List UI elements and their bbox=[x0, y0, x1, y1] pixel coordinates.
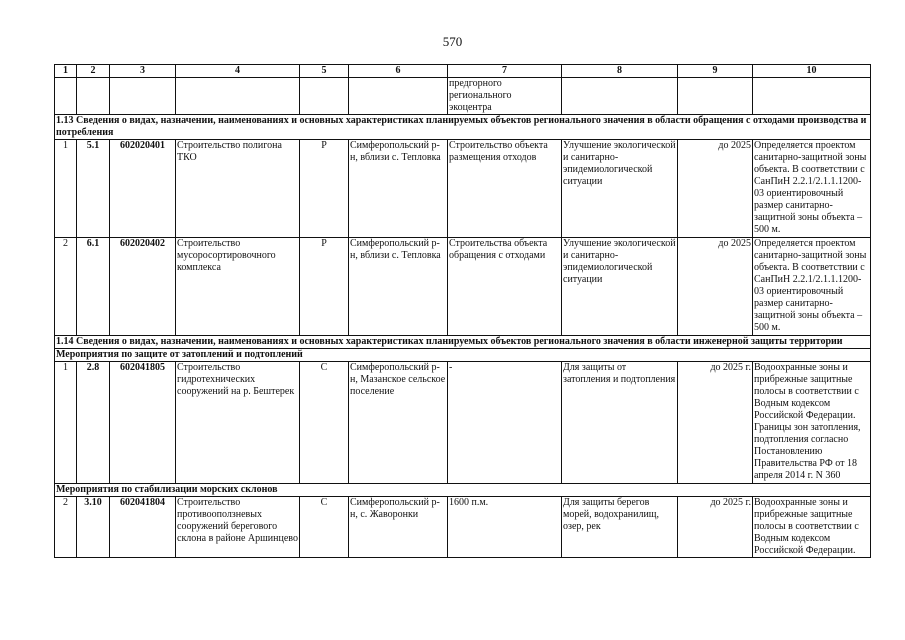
row-term: до 2025 bbox=[678, 238, 753, 336]
row-purpose: Улучшение экологической и санитарно-эпидемиологической ситуации bbox=[562, 238, 678, 336]
row-code: 5.1 bbox=[77, 140, 110, 238]
row-name: Строительство мусоросортировочного комплекса bbox=[176, 238, 300, 336]
header-cell: 6 bbox=[349, 65, 448, 78]
row-location: Симферопольский р-н, вблизи с. Тепловка bbox=[349, 238, 448, 336]
subsection-title-row bbox=[55, 349, 871, 362]
row-characteristic: - bbox=[448, 362, 562, 484]
planned-objects-table bbox=[54, 64, 871, 558]
header-cell: 5 bbox=[300, 65, 349, 78]
row-code: 3.10 bbox=[77, 497, 110, 558]
row-id: 602041805 bbox=[110, 362, 176, 484]
table-row bbox=[55, 238, 871, 336]
section-title-row bbox=[55, 115, 871, 140]
row-characteristic: Строительства объекта обращения с отходами bbox=[448, 238, 562, 336]
subsection-title: Мероприятия по защите от затоплений и подтоплений bbox=[55, 349, 871, 362]
table-row bbox=[55, 362, 871, 484]
row-term: до 2025 г. bbox=[678, 497, 753, 558]
header-cell: 9 bbox=[678, 65, 753, 78]
row-zones: Водоохранные зоны и прибрежные защитные полосы в соответствии с Водным кодексом Российской Федерации. Границы зон затопления, подтопления согласно Постановлению Правительства РФ от 18 апреля 2014 г. N 360 bbox=[753, 362, 871, 484]
subsection-title-row bbox=[55, 484, 871, 497]
row-characteristic: Строительство объекта размещения отходов bbox=[448, 140, 562, 238]
section-title: 1.14 Сведения о видах, назначении, наименованиях и основных характеристиках планируемых объектов регионального значения в области инженерной защиты территории bbox=[55, 336, 871, 349]
header-cell: 3 bbox=[110, 65, 176, 78]
header-cell: 1 bbox=[55, 65, 77, 78]
row-number: 2 bbox=[55, 238, 77, 336]
page-number: 570 bbox=[442, 34, 463, 49]
row-status: С bbox=[300, 362, 349, 484]
row-term: до 2025 г. bbox=[678, 362, 753, 484]
row-term: до 2025 bbox=[678, 140, 753, 238]
row-number: 1 bbox=[55, 140, 77, 238]
row-location: Симферопольский р-н, с. Жаворонки bbox=[349, 497, 448, 558]
header-cell: 10 bbox=[753, 65, 871, 78]
row-code: 6.1 bbox=[77, 238, 110, 336]
subsection-title: Мероприятия по стабилизации морских склонов bbox=[55, 484, 871, 497]
row-name: Строительство противооползневых сооружений берегового склона в районе Аршинцево bbox=[176, 497, 300, 558]
row-id: 602020401 bbox=[110, 140, 176, 238]
row-number: 1 bbox=[55, 362, 77, 484]
table-row bbox=[55, 140, 871, 238]
row-status: Р bbox=[300, 238, 349, 336]
header-cell: 8 bbox=[562, 65, 678, 78]
row-status: Р bbox=[300, 140, 349, 238]
row-code: 2.8 bbox=[77, 362, 110, 484]
row-zones: Определяется проектом санитарно-защитной зоны объекта. В соответствии с СанПиН 2.2.1/2.1.1.1200-03 ориентировочный размер санитарно-защитной зоны объекта – 500 м. bbox=[753, 238, 871, 336]
row-id: 602020402 bbox=[110, 238, 176, 336]
header-cell: 7 bbox=[448, 65, 562, 78]
continuation-characteristic: предгорного регионального экоцентра bbox=[448, 78, 562, 115]
row-location: Симферопольский р-н, Мазанское сельское поселение bbox=[349, 362, 448, 484]
row-zones: Водоохранные зоны и прибрежные защитные полосы в соответствии с Водным кодексом Российской Федерации. bbox=[753, 497, 871, 558]
row-purpose: Для защиты от затопления и подтопления bbox=[562, 362, 678, 484]
header-cell: 4 bbox=[176, 65, 300, 78]
continuation-row bbox=[55, 78, 871, 115]
header-cell: 2 bbox=[77, 65, 110, 78]
row-zones: Определяется проектом санитарно-защитной зоны объекта. В соответствии с СанПиН 2.2.1/2.1.1.1200-03 ориентировочный размер санитарно-защитной зоны объекта – 500 м. bbox=[753, 140, 871, 238]
section-title-row bbox=[55, 336, 871, 349]
row-name: Строительство гидротехнических сооружений на р. Бештерек bbox=[176, 362, 300, 484]
row-status: С bbox=[300, 497, 349, 558]
row-purpose: Для защиты берегов морей, водохранилищ, озер, рек bbox=[562, 497, 678, 558]
row-purpose: Улучшение экологической и санитарно-эпидемиологической ситуации bbox=[562, 140, 678, 238]
table-row bbox=[55, 497, 871, 558]
row-number: 2 bbox=[55, 497, 77, 558]
row-location: Симферопольский р-н, вблизи с. Тепловка bbox=[349, 140, 448, 238]
section-title: 1.13 Сведения о видах, назначении, наименованиях и основных характеристиках планируемых объектов регионального значения в области обращения с отходами производства и потребления bbox=[55, 115, 871, 140]
table-header-row bbox=[55, 65, 871, 78]
row-characteristic: 1600 п.м. bbox=[448, 497, 562, 558]
row-name: Строительство полигона ТКО bbox=[176, 140, 300, 238]
row-id: 602041804 bbox=[110, 497, 176, 558]
